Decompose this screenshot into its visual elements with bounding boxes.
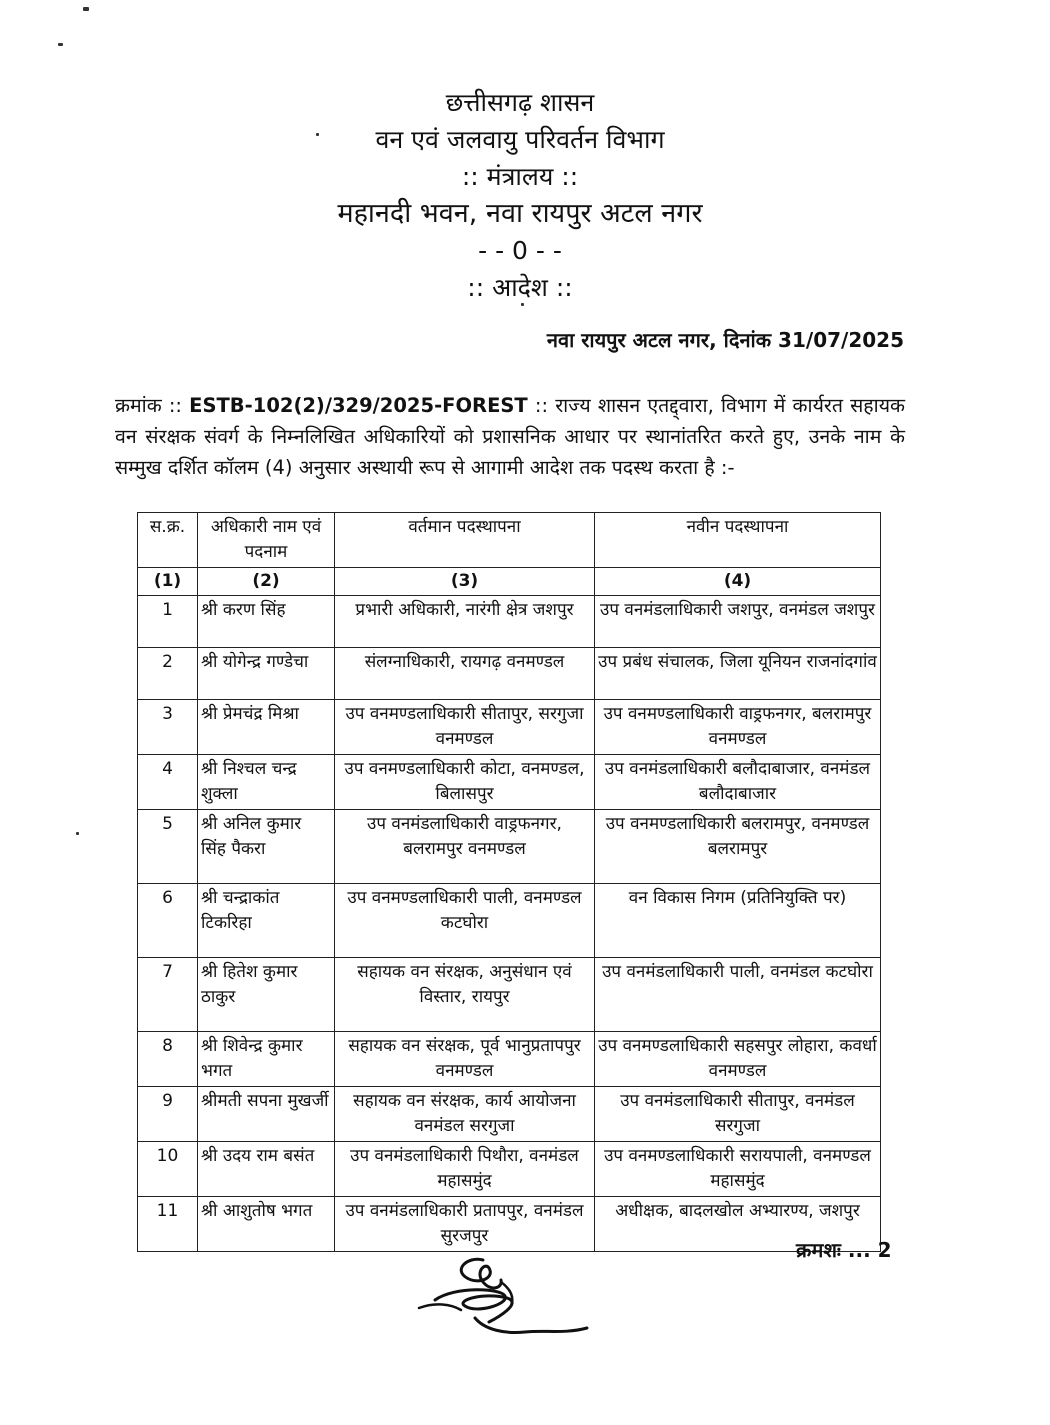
- table-row: [138, 596, 881, 648]
- serial-number: 11: [138, 1197, 198, 1252]
- new-posting: उप वनमण्डलाधिकारी वाड्रफनगर, बलरामपुर वनमण्डल: [595, 700, 881, 755]
- new-posting: उप वनमंडलाधिकारी जशपुर, वनमंडल जशपुर: [595, 596, 881, 648]
- column-number: (2): [198, 568, 335, 596]
- current-posting: संलग्नाधिकारी, रायगढ़ वनमण्डल: [335, 648, 595, 700]
- separator-mark: - - 0 - -: [478, 236, 562, 265]
- table-row: [138, 810, 881, 884]
- new-posting: उप वनमण्डलाधिकारी बलरामपुर, वनमण्डल बलरामपुर: [595, 810, 881, 884]
- current-posting: उप वनमण्डलाधिकारी पाली, वनमण्डल कटघोरा: [335, 884, 595, 958]
- current-posting: उप वनमंडलाधिकारी पिथौरा, वनमंडल महासमुंद: [335, 1142, 595, 1197]
- current-posting: सहायक वन संरक्षक, अनुसंधान एवं विस्तार, रायपुर: [335, 958, 595, 1032]
- officer-name: श्री योगेन्द्र गण्डेचा: [198, 648, 335, 700]
- new-posting: उप वनमण्डलाधिकारी सहसपुर लोहारा, कवर्धा वनमण्डल: [595, 1032, 881, 1087]
- order-reference-number: ESTB-102(2)/329/2025-FOREST: [189, 394, 528, 417]
- place-date-line: नवा रायपुर अटल नगर, दिनांक 31/07/2025: [546, 328, 904, 352]
- serial-number: 2: [138, 648, 198, 700]
- table-row: [138, 1197, 881, 1252]
- new-posting: उप वनमंडलाधिकारी पाली, वनमंडल कटघोरा: [595, 958, 881, 1032]
- current-posting: उप वनमण्डलाधिकारी सीतापुर, सरगुजा वनमण्डल: [335, 700, 595, 755]
- serial-number: 1: [138, 596, 198, 648]
- continued-marker: क्रमशः ... 2: [796, 1238, 892, 1262]
- new-posting: उप वनमण्डलाधिकारी सरायपाली, वनमण्डल महासमुंद: [595, 1142, 881, 1197]
- serial-number: 7: [138, 958, 198, 1032]
- header-new-posting: नवीन पदस्थापना: [595, 513, 881, 568]
- serial-number: 5: [138, 810, 198, 884]
- table-header-row: [138, 513, 881, 568]
- table-row: [138, 755, 881, 810]
- office-address: महानदी भवन, नवा रायपुर अटल नगर: [337, 198, 703, 229]
- order-prefix: क्रमांक ::: [115, 394, 190, 417]
- officer-name: श्री प्रेमचंद्र मिश्रा: [198, 700, 335, 755]
- current-posting: प्रभारी अधिकारी, नारंगी क्षेत्र जशपुर: [335, 596, 595, 648]
- header-officer: अधिकारी नाम एवं पदनाम: [198, 513, 335, 568]
- order-heading: :: आदेश ::: [467, 273, 573, 302]
- column-number: (3): [335, 568, 595, 596]
- officer-name: श्री हितेश कुमार ठाकुर: [198, 958, 335, 1032]
- table-row: [138, 884, 881, 958]
- officer-name: श्री शिवेन्द्र कुमार भगत: [198, 1032, 335, 1087]
- transfer-table: [137, 512, 881, 1252]
- header-current-posting: वर्तमान पदस्थापना: [335, 513, 595, 568]
- table-row: [138, 1087, 881, 1142]
- scan-speck: [83, 7, 89, 11]
- new-posting: उप प्रबंध संचालक, जिला यूनियन राजनांदगांव: [595, 648, 881, 700]
- serial-number: 8: [138, 1032, 198, 1087]
- government-name: छत्तीसगढ़ शासन: [445, 88, 595, 117]
- serial-number: 3: [138, 700, 198, 755]
- officer-name: श्री करण सिंह: [198, 596, 335, 648]
- serial-number: 6: [138, 884, 198, 958]
- department-name: वन एवं जलवायु परिवर्तन विभाग: [375, 125, 665, 154]
- table-row: [138, 1142, 881, 1197]
- order-paragraph: [115, 390, 905, 483]
- serial-number: 10: [138, 1142, 198, 1197]
- new-posting: उप वनमंडलाधिकारी बलौदाबाजार, वनमंडल बलौदाबाजार: [595, 755, 881, 810]
- header-serial: स.क्र.: [138, 513, 198, 568]
- current-posting: सहायक वन संरक्षक, पूर्व भानुप्रतापपुर वनमण्डल: [335, 1032, 595, 1087]
- column-number-row: [138, 568, 881, 596]
- signature-image: [405, 1248, 595, 1348]
- new-posting: अधीक्षक, बादलखोल अभ्यारण्य, जशपुर: [595, 1197, 881, 1252]
- current-posting: उप वनमण्डलाधिकारी कोटा, वनमण्डल, बिलासपुर: [335, 755, 595, 810]
- column-number: (1): [138, 568, 198, 596]
- officer-name: श्री अनिल कुमार सिंह पैकरा: [198, 810, 335, 884]
- scan-speck: [76, 832, 79, 835]
- new-posting: वन विकास निगम (प्रतिनियुक्ति पर): [595, 884, 881, 958]
- current-posting: उप वनमंडलाधिकारी वाड्रफनगर, बलरामपुर वनमण्डल: [335, 810, 595, 884]
- serial-number: 4: [138, 755, 198, 810]
- serial-number: 9: [138, 1087, 198, 1142]
- officer-name: श्री आशुतोष भगत: [198, 1197, 335, 1252]
- table-row: [138, 648, 881, 700]
- officer-name: श्री उदय राम बसंत: [198, 1142, 335, 1197]
- officer-name: श्री निश्चल चन्द्र शुक्ला: [198, 755, 335, 810]
- table-row: [138, 958, 881, 1032]
- ministry-label: :: मंत्रालय ::: [461, 162, 579, 191]
- current-posting: उप वनमंडलाधिकारी प्रतापपुर, वनमंडल सुरजपुर: [335, 1197, 595, 1252]
- letterhead: [0, 84, 1040, 306]
- order-body: :: राज्य शासन एतद्द्वारा, विभाग में कार्यरत सहायक वन संरक्षक संवर्ग के निम्नलिखित अधिकारियों को प्रशासनिक आधार पर स्थानांतरित करते हुए, उनके नाम के सम्मुख दर्शित कॉलम (4) अनुसार अस्थायी रूप से आगामी आदेश तक पदस्थ करता है :-: [115, 394, 906, 479]
- new-posting: उप वनमंडलाधिकारी सीतापुर, वनमंडल सरगुजा: [595, 1087, 881, 1142]
- table-row: [138, 1032, 881, 1087]
- scan-speck: [58, 43, 63, 46]
- officer-name: श्री चन्द्राकांत टिकरिहा: [198, 884, 335, 958]
- column-number: (4): [595, 568, 881, 596]
- table-row: [138, 700, 881, 755]
- current-posting: सहायक वन संरक्षक, कार्य आयोजना वनमंडल सरगुजा: [335, 1087, 595, 1142]
- officer-name: श्रीमती सपना मुखर्जी: [198, 1087, 335, 1142]
